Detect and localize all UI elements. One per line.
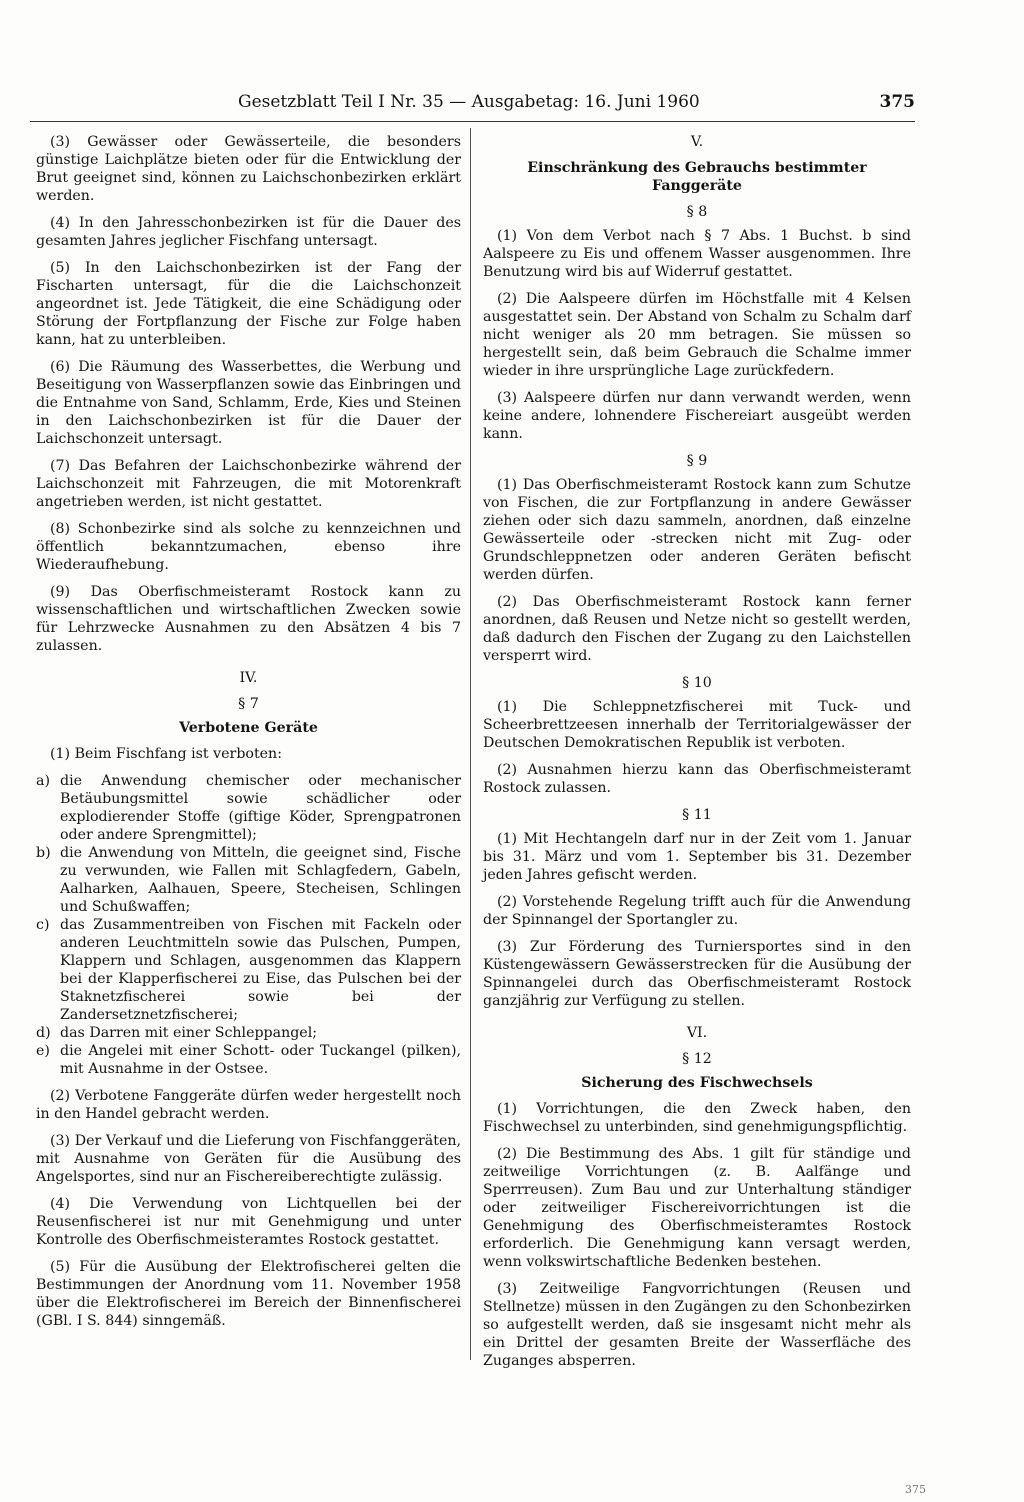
paragraph: (1) Das Oberfischmeisteramt Rostock kann zum Schutze von Fischen, die zur Fortpflanzung in andere Gewässer ziehen oder sich dazu sammeln, anordnen, daß einzelne Gewässerteile oder -strecken nicht mit Zug- oder Grundschleppnetzen oder anderen Geräten befischt werden dürfen. — [483, 477, 911, 583]
left-column — [36, 133, 461, 1339]
section-number-8: § 8 — [686, 204, 708, 220]
list-item-text: die Anwendung chemischer oder mechanischer Betäubungsmittel sowie schädlicher oder explodierender Stoffe (giftige Köder, Sprengpatronen oder andere Sprengmittel); — [60, 773, 461, 843]
list-item — [36, 772, 461, 844]
list-item — [36, 844, 461, 916]
header-rule — [30, 121, 915, 122]
list-marker: c) — [36, 917, 50, 933]
list-marker: b) — [36, 845, 51, 861]
list-item-text: die Anwendung von Mitteln, die geeignet sind, Fische zu verwunden, wie Fallen mit Schlagfedern, Gabeln, Aalharken, Aalhauen, Speere, Stecheisen, Schlingen und Schußwaffen; — [60, 845, 461, 915]
paragraph: (5) In den Laichschonbezirken ist der Fang der Fischarten untersagt, für die die Laichschonzeit angeordnet ist. Jede Tätigkeit, die eine Schädigung oder Störung der Fortpflanzung der Fische zur Folge haben kann, hat zu unterbleiben. — [36, 260, 461, 348]
list-item — [36, 1042, 461, 1078]
paragraph: (2) Ausnahmen hierzu kann das Oberfischmeisteramt Rostock zulassen. — [483, 762, 911, 796]
paragraph: (1) Die Schleppnetzfischerei mit Tuck- und Scheerbrettzeesen innerhalb der Territorialgewässer der Deutschen Demokratischen Republik ist verboten. — [483, 699, 911, 751]
page-number: 375 — [879, 92, 915, 112]
section-heading-12: Sicherung des Fischwechsels — [581, 1075, 813, 1091]
section-number-9: § 9 — [686, 453, 708, 469]
list-marker: a) — [36, 773, 50, 789]
list-item-text: das Zusammentreiben von Fischen mit Fackeln oder anderen Leuchtmitteln sowie das Pulschen, Pumpen, Klappern und Schlagen, ausgenommen das Klappern bei der Klapperfischerei zu Eise, das Pulschen bei der Staknetzfischerei sowie bei der Zandersetznetzfischerei; — [60, 917, 461, 1023]
list-item-text: das Darren mit einer Schleppangel; — [60, 1025, 318, 1041]
column-divider — [470, 128, 471, 1360]
paragraph: (3) Zur Förderung des Turniersportes sind in den Küstengewässern Gewässerstrecken für die Ausübung der Spinnangelei durch das Oberfischmeisteramt Rostock ganzjährig zur Verfügung zu stellen. — [483, 939, 911, 1009]
part-number-v: V. — [690, 134, 704, 150]
paragraph: (8) Schonbezirke sind als solche zu kennzeichnen und öffentlich bekanntzumachen, ebenso ihre Wiederaufhebung. — [36, 521, 461, 573]
page-header — [200, 92, 915, 122]
section-number-10: § 10 — [682, 675, 712, 691]
part-number-iv: IV. — [239, 670, 258, 686]
list-item — [36, 1024, 461, 1042]
paragraph: (1) Beim Fischfang ist verboten: — [50, 746, 282, 762]
paragraph: (2) Die Bestimmung des Abs. 1 gilt für ständige und zeitweilige Vorrichtungen (z. B. Aalfänge und Sperrreusen). Zum Bau und zur Unterhaltung ständiger oder zeitweiliger Fischereivorrichtungen ist die Genehmigung des Oberfischmeisteramtes Rostock erforderlich. Die Genehmigung kann versagt werden, wenn volkswirtschaftliche Bedenken bestehen. — [483, 1146, 911, 1270]
part-number-vi: VI. — [686, 1025, 708, 1041]
paragraph: (3) Der Verkauf und die Lieferung von Fischfanggeräten, mit Ausnahme von Geräten für die Ausübung des Angelsportes, sind nur an Fischereiberechtigte zulässig. — [36, 1133, 461, 1185]
paragraph: (2) Die Aalspeere dürfen im Höchstfalle mit 4 Kelsen ausgestattet sein. Der Abstand von Schalm zu Schalm darf nicht weniger als 20 mm betragen. Sie müssen so hergestellt sein, daß beim Gebrauch die Schalme immer wieder in ihre ursprüngliche Lage zurückfedern. — [483, 291, 911, 379]
paragraph: (3) Zeitweilige Fangvorrichtungen (Reusen und Stellnetze) müssen in den Zugängen zu den Schonbezirken so aufgestellt werden, daß sie insgesamt nicht mehr als ein Drittel der gesamten Breite der Wasserfläche des Zuganges absperren. — [483, 1281, 911, 1369]
section-heading-7: Verbotene Geräte — [179, 720, 318, 736]
paragraph: (2) Das Oberfischmeisteramt Rostock kann ferner anordnen, daß Reusen und Netze nicht so gestellt werden, daß dadurch den Fischen der Zugang zu den Laichstellen versperrt wird. — [483, 594, 911, 664]
section-number-11: § 11 — [682, 807, 712, 823]
prohibited-methods-list — [36, 772, 461, 1078]
list-marker: e) — [36, 1043, 50, 1059]
paragraph: (4) Die Verwendung von Lichtquellen bei der Reusenfischerei ist nur mit Genehmigung und unter Kontrolle des Oberfischmeisteramtes Rostock gestattet. — [36, 1196, 461, 1248]
paragraph: (2) Verbotene Fanggeräte dürfen weder hergestellt noch in den Handel gebracht werden. — [36, 1088, 461, 1122]
list-marker: d) — [36, 1025, 51, 1041]
gazette-title: Gesetzblatt Teil I Nr. 35 — Ausgabetag: 16. Juni 1960 — [238, 92, 700, 112]
paragraph: (3) Aalspeere dürfen nur dann verwandt werden, wenn keine andere, lohnendere Fischereiart ausgeübt werden kann. — [483, 390, 911, 442]
paragraph: (5) Für die Ausübung der Elektrofischerei gelten die Bestimmungen der Anordnung vom 11. November 1958 über die Elektrofischerei im Bereich der Binnenfischerei (GBl. I S. 844) sinngemäß. — [36, 1259, 461, 1329]
paragraph: (1) Mit Hechtangeln darf nur in der Zeit vom 1. Januar bis 31. März und vom 1. September bis 31. Dezember jeden Jahres gefischt werden. — [483, 831, 911, 883]
paragraph: (2) Vorstehende Regelung trifft auch für die Anwendung der Spinnangel der Sportangler zu. — [483, 894, 911, 928]
paragraph: (3) Gewässer oder Gewässerteile, die besonders günstige Laichplätze bieten oder für die Entwicklung der Brut geeignet sind, können zu Laichschonbezirken erklärt werden. — [36, 134, 461, 204]
list-item — [36, 916, 461, 1024]
section-number-7: § 7 — [238, 696, 259, 712]
footer-mark: 375 — [905, 1483, 926, 1496]
paragraph: (9) Das Oberfischmeisteramt Rostock kann zu wissenschaftlichen und wirtschaftlichen Zwecken sowie für Lehrzwecke Ausnahmen zu den Absätzen 4 bis 7 zulassen. — [36, 584, 461, 654]
section-number-12: § 12 — [682, 1051, 712, 1067]
paragraph: (4) In den Jahresschonbezirken ist für die Dauer des gesamten Jahres jeglicher Fischfang untersagt. — [36, 215, 461, 249]
paragraph: (6) Die Räumung des Wasserbettes, die Werbung und Beseitigung von Wasserpflanzen sowie das Einbringen und die Entnahme von Sand, Schlamm, Erde, Kies und Steinen in den Laichschonbezirken ist für die Dauer der Laichschonzeit untersagt. — [36, 359, 461, 447]
list-item-text: die Angelei mit einer Schott- oder Tuckangel (pilken), mit Ausnahme in der Ostsee. — [60, 1043, 461, 1077]
paragraph: (7) Das Befahren der Laichschonbezirke während der Laichschonzeit mit Fahrzeugen, die mit Motorenkraft angetrieben werden, ist nicht gestattet. — [36, 458, 461, 510]
paragraph: (1) Vorrichtungen, die den Zweck haben, den Fischwechsel zu unterbinden, sind genehmigungspflichtig. — [483, 1101, 911, 1135]
paragraph: (1) Von dem Verbot nach § 7 Abs. 1 Buchst. b sind Aalspeere zu Eis und offenem Wasser ausgenommen. Ihre Benutzung wird bis auf Widerruf gestattet. — [483, 228, 911, 280]
part-heading-v: Einschränkung des Gebrauchs bestimmter Fanggeräte — [527, 160, 867, 194]
right-column — [483, 133, 911, 1379]
